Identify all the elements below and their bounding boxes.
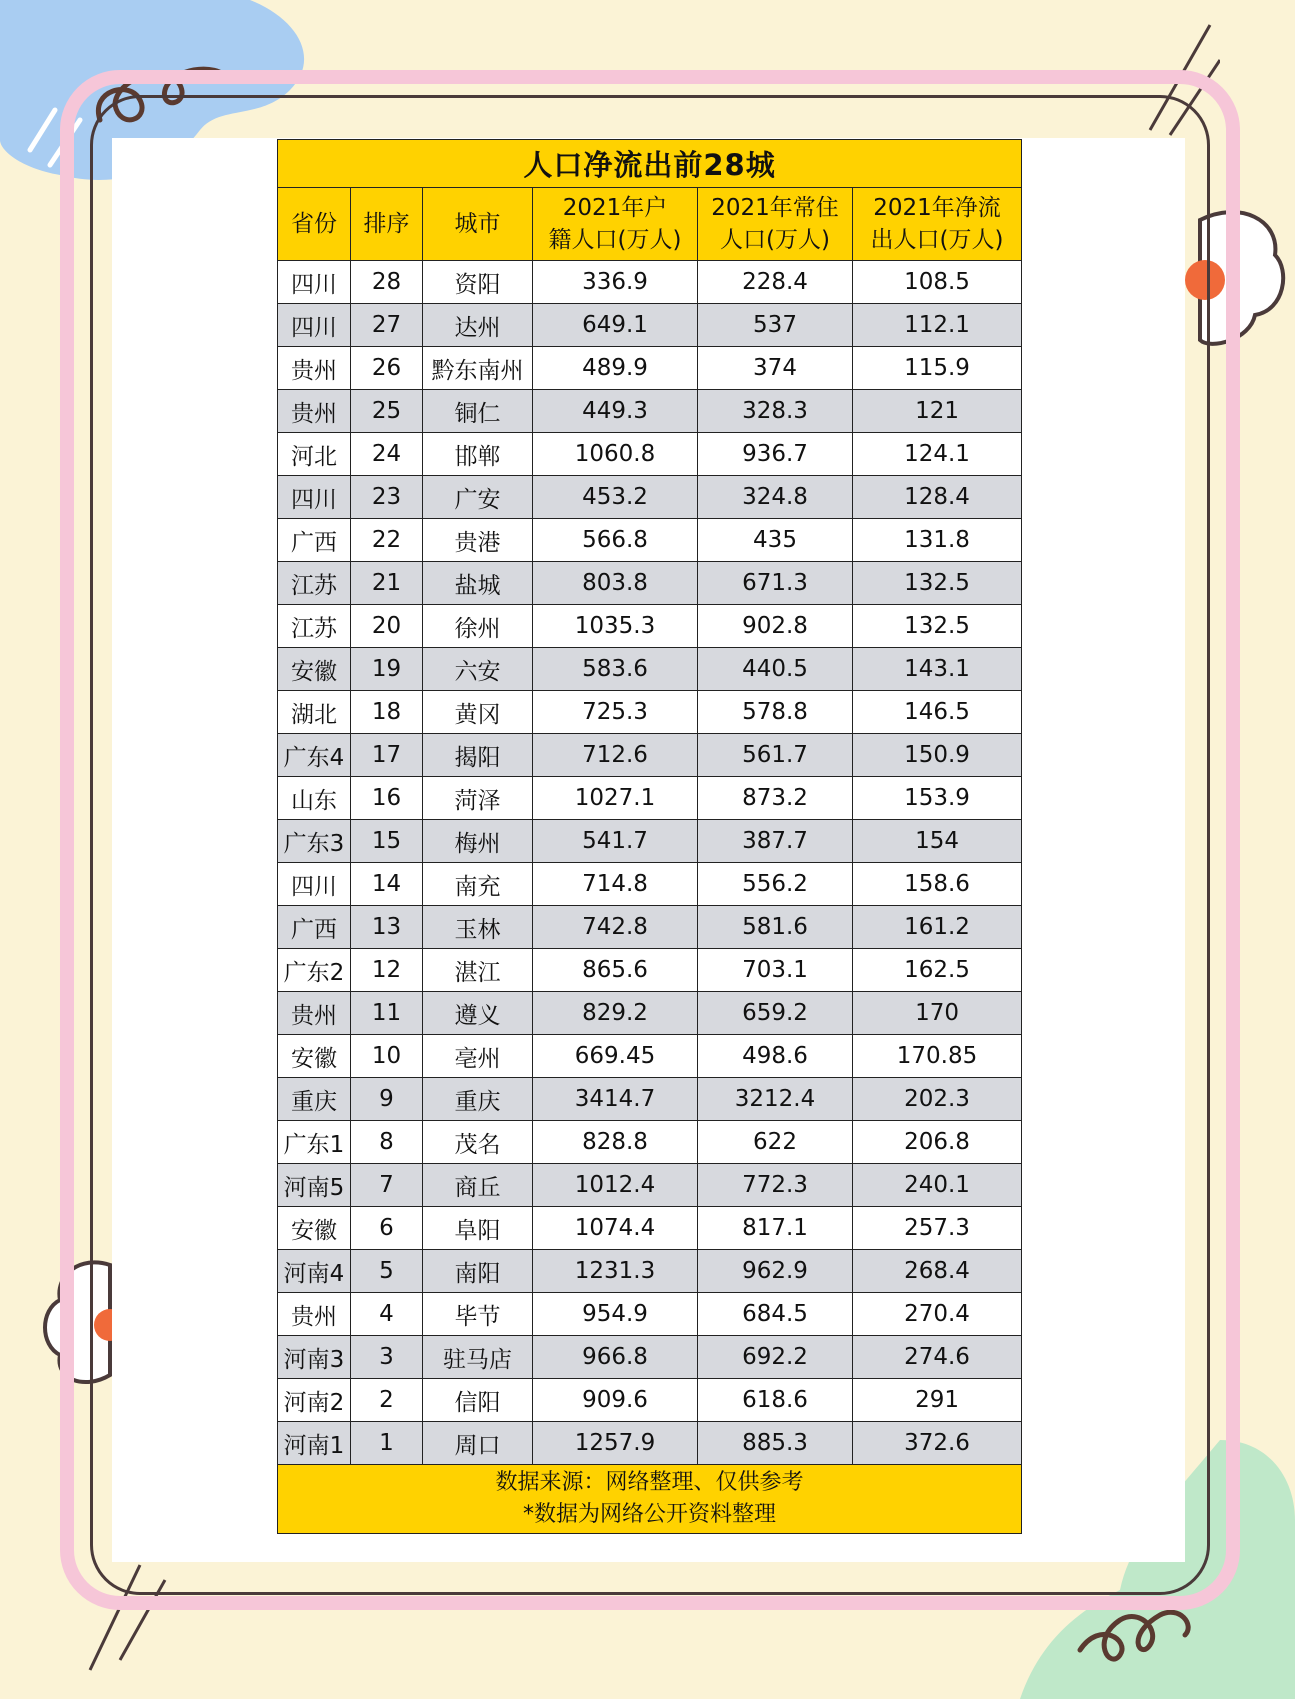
city-cell: 重庆 (423, 1078, 533, 1121)
city-cell: 六安 (423, 648, 533, 691)
registered-pop-cell: 725.3 (533, 691, 698, 734)
net-outflow-cell: 153.9 (853, 777, 1022, 820)
resident-pop-cell: 374 (698, 347, 853, 390)
rank-cell: 24 (351, 433, 423, 476)
city-cell: 黔东南州 (423, 347, 533, 390)
resident-pop-cell: 618.6 (698, 1379, 853, 1422)
net-outflow-cell: 158.6 (853, 863, 1022, 906)
registered-pop-cell: 1231.3 (533, 1250, 698, 1293)
province-cell: 山东 (278, 777, 351, 820)
province-cell: 河南1 (278, 1422, 351, 1465)
province-cell: 广东3 (278, 820, 351, 863)
registered-pop-cell: 541.7 (533, 820, 698, 863)
registered-pop-cell: 1012.4 (533, 1164, 698, 1207)
city-cell: 南充 (423, 863, 533, 906)
province-cell: 广东2 (278, 949, 351, 992)
province-cell: 江苏 (278, 605, 351, 648)
province-cell: 河南3 (278, 1336, 351, 1379)
city-cell: 贵港 (423, 519, 533, 562)
net-outflow-cell: 240.1 (853, 1164, 1022, 1207)
footer-source: 数据来源：网络整理、仅供参考 (495, 1470, 804, 1495)
registered-pop-cell: 336.9 (533, 261, 698, 304)
column-header (278, 188, 351, 261)
rank-cell: 17 (351, 734, 423, 777)
resident-pop-cell: 962.9 (698, 1250, 853, 1293)
column-header-line: 出人口(万人) (870, 227, 1004, 253)
rank-cell: 7 (351, 1164, 423, 1207)
table-row (278, 1250, 1022, 1293)
column-header-line: 2021年常住 (711, 195, 839, 221)
resident-pop-cell: 692.2 (698, 1336, 853, 1379)
rank-cell: 6 (351, 1207, 423, 1250)
resident-pop-cell: 561.7 (698, 734, 853, 777)
resident-pop-cell: 659.2 (698, 992, 853, 1035)
rank-cell: 27 (351, 304, 423, 347)
net-outflow-cell: 108.5 (853, 261, 1022, 304)
column-header (351, 188, 423, 261)
net-outflow-cell: 257.3 (853, 1207, 1022, 1250)
table-row (278, 949, 1022, 992)
table-row (278, 648, 1022, 691)
city-cell: 铜仁 (423, 390, 533, 433)
column-header (698, 188, 853, 261)
table-row (278, 433, 1022, 476)
column-header (533, 188, 698, 261)
population-table-container (277, 139, 1021, 1534)
registered-pop-cell: 803.8 (533, 562, 698, 605)
province-cell: 四川 (278, 304, 351, 347)
net-outflow-cell: 268.4 (853, 1250, 1022, 1293)
net-outflow-cell: 132.5 (853, 605, 1022, 648)
registered-pop-cell: 1060.8 (533, 433, 698, 476)
net-outflow-cell: 121 (853, 390, 1022, 433)
city-cell: 毕节 (423, 1293, 533, 1336)
registered-pop-cell: 829.2 (533, 992, 698, 1035)
column-header-line: 省份 (291, 211, 337, 237)
registered-pop-cell: 1257.9 (533, 1422, 698, 1465)
table-row (278, 906, 1022, 949)
city-cell: 黄冈 (423, 691, 533, 734)
province-cell: 安徽 (278, 648, 351, 691)
province-cell: 广东4 (278, 734, 351, 777)
province-cell: 安徽 (278, 1035, 351, 1078)
net-outflow-cell: 206.8 (853, 1121, 1022, 1164)
resident-pop-cell: 902.8 (698, 605, 853, 648)
province-cell: 广西 (278, 906, 351, 949)
net-outflow-cell: 154 (853, 820, 1022, 863)
province-cell: 安徽 (278, 1207, 351, 1250)
column-header-line: 城市 (454, 211, 501, 237)
province-cell: 贵州 (278, 390, 351, 433)
table-row (278, 519, 1022, 562)
province-cell: 四川 (278, 261, 351, 304)
resident-pop-cell: 498.6 (698, 1035, 853, 1078)
city-cell: 邯郸 (423, 433, 533, 476)
registered-pop-cell: 453.2 (533, 476, 698, 519)
resident-pop-cell: 324.8 (698, 476, 853, 519)
column-header (853, 188, 1022, 261)
registered-pop-cell: 1035.3 (533, 605, 698, 648)
resident-pop-cell: 936.7 (698, 433, 853, 476)
net-outflow-cell: 372.6 (853, 1422, 1022, 1465)
resident-pop-cell: 556.2 (698, 863, 853, 906)
net-outflow-cell: 115.9 (853, 347, 1022, 390)
resident-pop-cell: 228.4 (698, 261, 853, 304)
province-cell: 贵州 (278, 347, 351, 390)
city-cell: 徐州 (423, 605, 533, 648)
province-cell: 四川 (278, 476, 351, 519)
resident-pop-cell: 622 (698, 1121, 853, 1164)
city-cell: 周口 (423, 1422, 533, 1465)
table-row (278, 304, 1022, 347)
province-cell: 河南5 (278, 1164, 351, 1207)
rank-cell: 22 (351, 519, 423, 562)
city-cell: 商丘 (423, 1164, 533, 1207)
table-row (278, 562, 1022, 605)
net-outflow-cell: 131.8 (853, 519, 1022, 562)
net-outflow-cell: 132.5 (853, 562, 1022, 605)
resident-pop-cell: 671.3 (698, 562, 853, 605)
resident-pop-cell: 387.7 (698, 820, 853, 863)
resident-pop-cell: 703.1 (698, 949, 853, 992)
table-title: 人口净流出前28城 (278, 140, 1022, 188)
table-row (278, 261, 1022, 304)
province-cell: 河南2 (278, 1379, 351, 1422)
city-cell: 茂名 (423, 1121, 533, 1164)
city-cell: 玉林 (423, 906, 533, 949)
rank-cell: 26 (351, 347, 423, 390)
column-header (423, 188, 533, 261)
city-cell: 信阳 (423, 1379, 533, 1422)
city-cell: 盐城 (423, 562, 533, 605)
rank-cell: 20 (351, 605, 423, 648)
city-cell: 亳州 (423, 1035, 533, 1078)
rank-cell: 11 (351, 992, 423, 1035)
net-outflow-cell: 170.85 (853, 1035, 1022, 1078)
table-row (278, 1164, 1022, 1207)
table-row (278, 863, 1022, 906)
province-cell: 湖北 (278, 691, 351, 734)
net-outflow-cell: 202.3 (853, 1078, 1022, 1121)
net-outflow-cell: 128.4 (853, 476, 1022, 519)
table-row (278, 1422, 1022, 1465)
rank-cell: 12 (351, 949, 423, 992)
rank-cell: 23 (351, 476, 423, 519)
rank-cell: 16 (351, 777, 423, 820)
net-outflow-cell: 162.5 (853, 949, 1022, 992)
registered-pop-cell: 966.8 (533, 1336, 698, 1379)
resident-pop-cell: 3212.4 (698, 1078, 853, 1121)
resident-pop-cell: 328.3 (698, 390, 853, 433)
column-header-line: 籍人口(万人) (548, 227, 682, 253)
registered-pop-cell: 1074.4 (533, 1207, 698, 1250)
rank-cell: 8 (351, 1121, 423, 1164)
resident-pop-cell: 537 (698, 304, 853, 347)
table-row (278, 390, 1022, 433)
net-outflow-cell: 170 (853, 992, 1022, 1035)
city-cell: 阜阳 (423, 1207, 533, 1250)
resident-pop-cell: 440.5 (698, 648, 853, 691)
city-cell: 南阳 (423, 1250, 533, 1293)
table-row (278, 476, 1022, 519)
rank-cell: 1 (351, 1422, 423, 1465)
table-row (278, 777, 1022, 820)
table-footer (278, 1465, 1022, 1534)
rank-cell: 25 (351, 390, 423, 433)
population-table (277, 139, 1022, 1534)
resident-pop-cell: 772.3 (698, 1164, 853, 1207)
rank-cell: 9 (351, 1078, 423, 1121)
table-row (278, 1078, 1022, 1121)
net-outflow-cell: 124.1 (853, 433, 1022, 476)
registered-pop-cell: 449.3 (533, 390, 698, 433)
table-row (278, 992, 1022, 1035)
city-cell: 揭阳 (423, 734, 533, 777)
rank-cell: 15 (351, 820, 423, 863)
resident-pop-cell: 817.1 (698, 1207, 853, 1250)
registered-pop-cell: 583.6 (533, 648, 698, 691)
province-cell: 江苏 (278, 562, 351, 605)
table-row (278, 1035, 1022, 1078)
table-row (278, 734, 1022, 777)
province-cell: 广东1 (278, 1121, 351, 1164)
rank-cell: 4 (351, 1293, 423, 1336)
registered-pop-cell: 712.6 (533, 734, 698, 777)
table-row (278, 1336, 1022, 1379)
rank-cell: 13 (351, 906, 423, 949)
registered-pop-cell: 489.9 (533, 347, 698, 390)
column-header-line: 2021年净流 (873, 195, 1001, 221)
rank-cell: 10 (351, 1035, 423, 1078)
net-outflow-cell: 274.6 (853, 1336, 1022, 1379)
net-outflow-cell: 161.2 (853, 906, 1022, 949)
rank-cell: 18 (351, 691, 423, 734)
net-outflow-cell: 143.1 (853, 648, 1022, 691)
column-header-line: 排序 (363, 211, 410, 237)
table-row (278, 1293, 1022, 1336)
province-cell: 河南4 (278, 1250, 351, 1293)
city-cell: 广安 (423, 476, 533, 519)
registered-pop-cell: 828.8 (533, 1121, 698, 1164)
province-cell: 贵州 (278, 992, 351, 1035)
resident-pop-cell: 684.5 (698, 1293, 853, 1336)
resident-pop-cell: 885.3 (698, 1422, 853, 1465)
province-cell: 四川 (278, 863, 351, 906)
rank-cell: 19 (351, 648, 423, 691)
rank-cell: 28 (351, 261, 423, 304)
column-header-row (278, 188, 1022, 261)
net-outflow-cell: 150.9 (853, 734, 1022, 777)
city-cell: 驻马店 (423, 1336, 533, 1379)
table-body (278, 261, 1022, 1465)
province-cell: 河北 (278, 433, 351, 476)
net-outflow-cell: 270.4 (853, 1293, 1022, 1336)
table-row (278, 820, 1022, 863)
registered-pop-cell: 649.1 (533, 304, 698, 347)
rank-cell: 3 (351, 1336, 423, 1379)
table-row (278, 691, 1022, 734)
city-cell: 遵义 (423, 992, 533, 1035)
city-cell: 菏泽 (423, 777, 533, 820)
registered-pop-cell: 954.9 (533, 1293, 698, 1336)
registered-pop-cell: 3414.7 (533, 1078, 698, 1121)
province-cell: 广西 (278, 519, 351, 562)
registered-pop-cell: 865.6 (533, 949, 698, 992)
province-cell: 重庆 (278, 1078, 351, 1121)
rank-cell: 2 (351, 1379, 423, 1422)
city-cell: 湛江 (423, 949, 533, 992)
resident-pop-cell: 873.2 (698, 777, 853, 820)
registered-pop-cell: 714.8 (533, 863, 698, 906)
resident-pop-cell: 435 (698, 519, 853, 562)
net-outflow-cell: 146.5 (853, 691, 1022, 734)
column-header-line: 人口(万人) (720, 227, 830, 253)
province-cell: 贵州 (278, 1293, 351, 1336)
registered-pop-cell: 669.45 (533, 1035, 698, 1078)
city-cell: 梅州 (423, 820, 533, 863)
table-row (278, 1121, 1022, 1164)
registered-pop-cell: 1027.1 (533, 777, 698, 820)
city-cell: 达州 (423, 304, 533, 347)
table-row (278, 605, 1022, 648)
net-outflow-cell: 291 (853, 1379, 1022, 1422)
registered-pop-cell: 742.8 (533, 906, 698, 949)
rank-cell: 21 (351, 562, 423, 605)
table-row (278, 1207, 1022, 1250)
rank-cell: 5 (351, 1250, 423, 1293)
resident-pop-cell: 578.8 (698, 691, 853, 734)
net-outflow-cell: 112.1 (853, 304, 1022, 347)
resident-pop-cell: 581.6 (698, 906, 853, 949)
footer-note: *数据为网络公开资料整理 (523, 1502, 777, 1527)
registered-pop-cell: 566.8 (533, 519, 698, 562)
column-header-line: 2021年户 (562, 195, 668, 221)
city-cell: 资阳 (423, 261, 533, 304)
table-row (278, 347, 1022, 390)
rank-cell: 14 (351, 863, 423, 906)
table-row (278, 1379, 1022, 1422)
registered-pop-cell: 909.6 (533, 1379, 698, 1422)
